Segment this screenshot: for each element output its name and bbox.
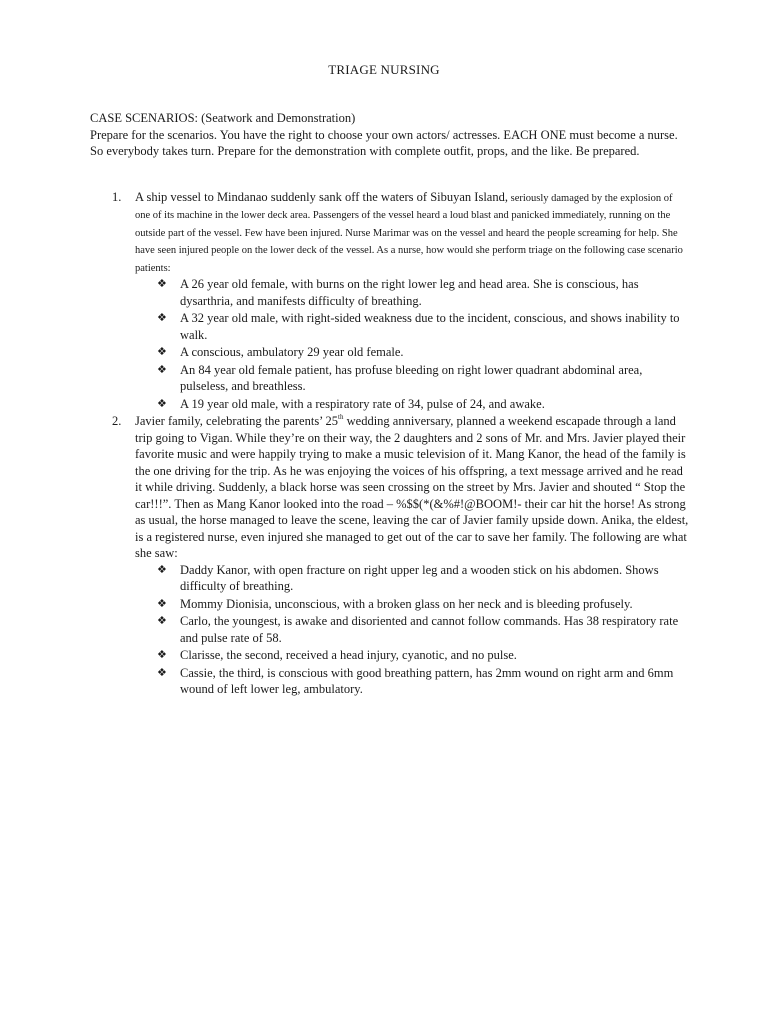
scenario-item	[90, 413, 690, 698]
document-title: TRIAGE NURSING	[328, 62, 440, 77]
diamond-bullet-icon: ❖	[157, 311, 167, 325]
scenario-number: 2.	[112, 414, 122, 429]
scenario-text	[135, 189, 690, 276]
list-item	[135, 562, 690, 595]
scenario-number: 1.	[112, 190, 122, 204]
intro-section	[90, 110, 690, 160]
list-item-text: A 32 year old male, with right-sided weakness due to the incident, conscious, and shows inability to walk.	[180, 311, 680, 342]
list-item-text: An 84 year old female patient, has profuse bleeding on right lower quadrant abdominal area, pulseless, and breathless.	[180, 362, 643, 394]
list-item	[135, 310, 690, 343]
scenario-item	[90, 189, 690, 412]
diamond-bullet-icon: ❖	[157, 665, 167, 679]
list-item	[135, 276, 690, 309]
list-item-text: Daddy Kanor, with open fracture on right upper leg and a wooden stick on his abdomen. Shows difficulty of breathing.	[180, 562, 659, 594]
scenario-text	[135, 413, 690, 562]
patient-list	[135, 562, 690, 698]
list-item	[135, 362, 690, 395]
list-item-text: Carlo, the youngest, is awake and disoriented and cannot follow commands. Has 38 respiratory rate and pulse rate of 58.	[180, 614, 679, 645]
diamond-bullet-icon: ❖	[157, 396, 167, 410]
list-item-text: A conscious, ambulatory 29 year old female.	[180, 345, 404, 360]
list-item	[135, 665, 690, 698]
list-item	[135, 647, 690, 664]
diamond-bullet-icon: ❖	[157, 648, 167, 662]
scenario-body: seriously damaged by the explosion of one of its machine in the lower deck area. Passengers of the vessel heard a loud blast and panicked immediately, running on the outside part of the vessel. Few have been injured. Nurse Marimar was on the vessel and heard the people screaming for help. She have seen injured people on the lower deck of the vessel. As a nurse, how would she perform triage on the following case scenario patients:	[135, 193, 683, 274]
scenario-body-start: Javier family, celebrating the parents’ 25	[135, 414, 339, 429]
diamond-bullet-icon: ❖	[157, 614, 167, 628]
diamond-bullet-icon: ❖	[157, 562, 167, 576]
diamond-bullet-icon: ❖	[157, 345, 167, 359]
intro-text: Prepare for the scenarios. You have the right to choose your own actors/ actresses. EACH ONE must become a nurse. So everybody takes turn. Prepare for the demonstration with complete outfit, props, and the like. Be prepared.	[90, 127, 678, 158]
intro-heading: CASE SCENARIOS: (Seatwork and Demonstration)	[90, 111, 356, 125]
diamond-bullet-icon: ❖	[157, 596, 167, 610]
list-item-text: A 19 year old male, with a respiratory rate of 34, pulse of 24, and awake.	[180, 396, 545, 411]
scenario-lead: A ship vessel to Mindanao suddenly sank off the waters of Sibuyan Island,	[135, 190, 508, 204]
list-item-text: Clarisse, the second, received a head injury, cyanotic, and no pulse.	[180, 648, 517, 663]
list-item	[135, 596, 690, 613]
patient-list	[135, 276, 690, 412]
scenario-body-end: wedding anniversary, planned a weekend escapade through a land trip going to Vigan. While they’re on their way, the 2 daughters and 2 sons of Mr. and Mrs. Javier played their favorite music and were happily trying to make a music television of it. Mang Kanor, the head of the family is the one driving for the trip. As he was enjoying the voices of his offspring, a text message arrived and he read it while driving. Suddenly, a black horse was seen crossing on the street by Mrs. Javier and shouted “ Stop the car!!!”. Then as Mang Kanor looked into the road – %$$(*(&%#!@BOOM!- their car hit the horse! As strong as usual, the horse managed to leave the scene, leaving the car of Javier family upside down. Anika, the eldest, is a registered nurse, even injured she managed to get out of the car to save her family. The following are what she saw:	[135, 414, 689, 561]
list-item	[135, 613, 690, 646]
diamond-bullet-icon: ❖	[157, 277, 167, 291]
list-item-text: Cassie, the third, is conscious with good breathing pattern, has 2mm wound on right arm and 6mm wound of left lower leg, ambulatory.	[180, 665, 674, 697]
diamond-bullet-icon: ❖	[157, 362, 167, 376]
list-item	[135, 344, 690, 361]
list-item	[135, 396, 690, 413]
scenario-list	[90, 189, 690, 699]
list-item-text: Mommy Dionisia, unconscious, with a broken glass on her neck and is bleeding profusely.	[180, 596, 633, 611]
list-item-text: A 26 year old female, with burns on the right lower leg and head area. She is conscious, has dysarthria, and manifests difficulty of breathing.	[180, 277, 639, 308]
ordinal-suffix: th	[338, 413, 344, 422]
